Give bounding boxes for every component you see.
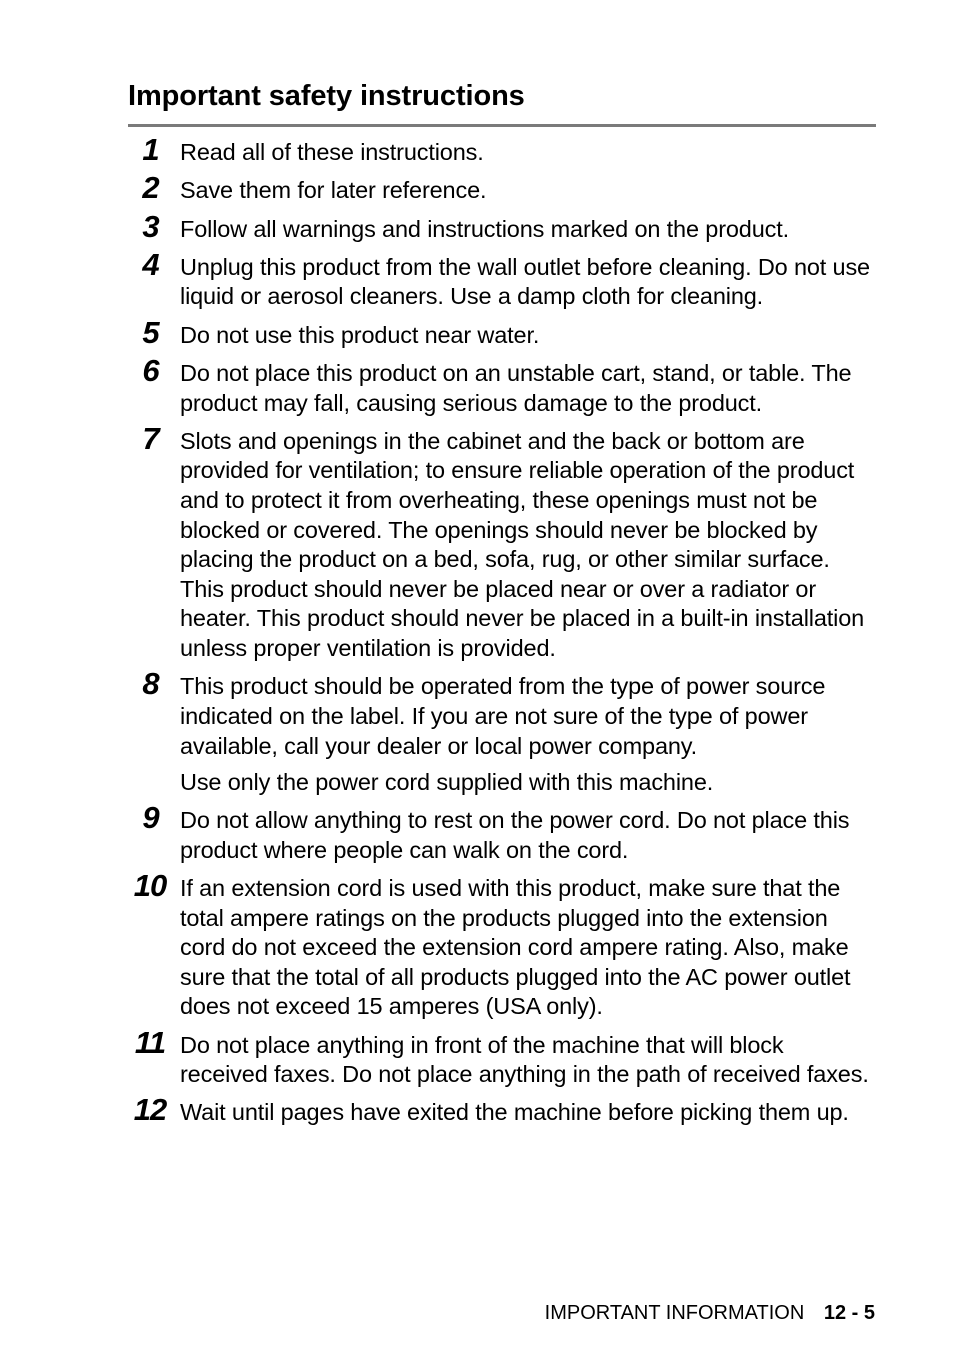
list-item: [128, 208, 876, 251]
page-footer: [545, 1302, 875, 1325]
step-number: 2: [142, 170, 160, 206]
step-note: Use only the power cord supplied with this machine.: [180, 768, 714, 795]
step-number: 12: [133, 1092, 167, 1128]
list-item: [128, 170, 876, 212]
safety-instructions-list: [128, 132, 876, 1135]
list-item: [128, 666, 876, 804]
step-number: 11: [134, 1024, 166, 1060]
page-number: 12 - 5: [823, 1302, 875, 1324]
page-title: Important safety instructions: [128, 80, 525, 112]
list-item: [128, 1092, 876, 1134]
footer-section-title: IMPORTANT INFORMATION: [544, 1302, 805, 1324]
step-text: Wait until pages have exited the machine before picking them up.: [180, 1099, 849, 1126]
step-text: This product should be operated from the type of power source indicated on the label. If you are not sure of the type of power available, call your dealer or local power company.: [180, 673, 826, 759]
step-number: 4: [142, 246, 160, 282]
list-item: [128, 1024, 876, 1097]
step-text: Read all of these instructions.: [180, 139, 484, 165]
step-text: Do not place anything in front of the machine that will block received faxes. Do not place anything in the path of received faxes.: [180, 1031, 869, 1088]
step-text: Do not allow anything to rest on the power cord. Do not place this product where people can walk on the cord.: [180, 807, 850, 863]
step-text: Follow all warnings and instructions marked on the product.: [180, 215, 789, 242]
step-number: 1: [142, 132, 160, 167]
list-item: [128, 314, 876, 357]
step-number: 9: [142, 800, 160, 836]
title-divider: [128, 124, 876, 127]
step-number: 10: [133, 867, 167, 903]
step-number: 5: [142, 314, 160, 350]
step-number: 7: [142, 420, 160, 456]
list-item: [128, 420, 876, 670]
step-text: If an extension cord is used with this product, make sure that the total ampere ratings on the products plugged into the extension cord do not exceed the extension cord ampere rating. Also, make sure that the total of all products plugged into the AC power outlet does not exceed 15 amperes (USA only).: [180, 874, 851, 1020]
step-number: 3: [142, 208, 160, 244]
step-text: Do not use this product near water.: [180, 321, 540, 348]
step-text: Slots and openings in the cabinet and the back or bottom are provided for ventilation; to ensure reliable operation of the product and to protect it from overheating, these openings must not be blocked or covered. The openings should never be blocked by placing the product on a bed, sofa, rug, or other similar surface. This product should never be placed near or over a radiator or heater. This product should never be placed in a built-in installation unless proper ventilation is provided.: [180, 427, 865, 662]
list-item: [128, 246, 876, 319]
step-number: 8: [142, 666, 160, 702]
step-text: Do not place this product on an unstable cart, stand, or table. The product may fall, causing serious damage to the product.: [180, 360, 852, 416]
list-item: [128, 353, 876, 425]
step-text: Save them for later reference.: [180, 177, 487, 204]
list-item: [128, 132, 876, 174]
list-item: [128, 867, 876, 1029]
step-text: Unplug this product from the wall outlet before cleaning. Do not use liquid or aerosol cleaners. Use a damp cloth for cleaning.: [180, 253, 870, 310]
list-item: [128, 800, 876, 872]
step-number: 6: [142, 353, 160, 388]
